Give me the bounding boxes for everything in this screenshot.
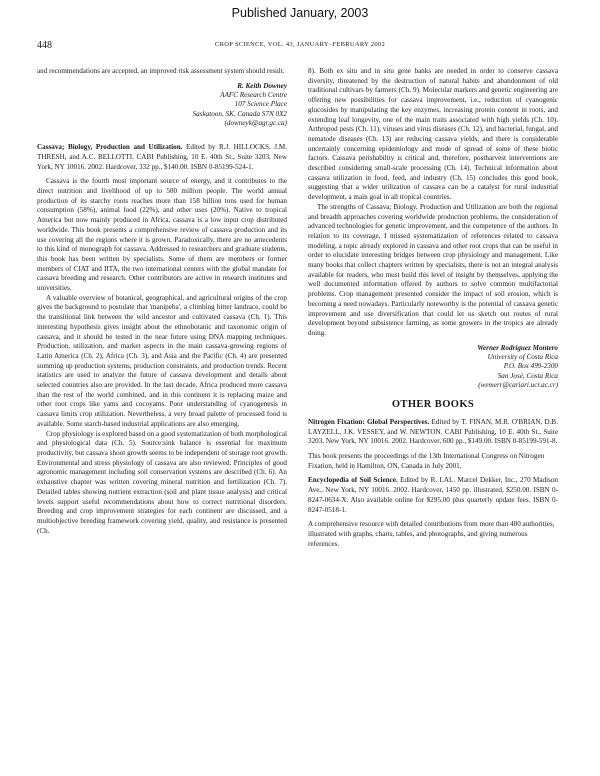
book-description: This book presents the proceedings of the 13th International Congress on Nitrogen Fixation, held in Hamilton, ON, Canada in July 2001. bbox=[308, 451, 545, 470]
other-books-heading: OTHER BOOKS bbox=[391, 399, 475, 411]
reviewer-affiliation: University of Costa Rica bbox=[487, 352, 558, 361]
reviewer-email: (downeyk@agr.gc.ca) bbox=[224, 118, 287, 127]
reviewer-address-box: P.O. Box 499-2300 bbox=[503, 362, 558, 371]
published-banner: Published January, 2003 bbox=[231, 6, 369, 20]
review-paragraph: Cassava is the fourth most important source of energy, and it contributes to the direct nutrition and livelihood of up to 500 million people. The world annual production of its starchy roots reaches more than 158 billion tons used for human consumption (58%), animal food (22%), and other uses (20%). Native to tropical America but now mainly produced in Africa, cassava is a low input crop distributed worldwide. This book presents a comprehensive review of cassava production and its use covering all the regions where it is grown. Paradoxically, there are no antecedents to this kind of monograph for cassava. Addressed to researchers and graduate students, this book has been written by specialists. Some of them are members or former members of CIAT and IITA, the two international centers with the global mandate for cassava breeding and research. Other contributors are active in research institutes and universities. bbox=[37, 177, 287, 293]
reviewer-name: Werner Rodríguez Montero bbox=[477, 343, 558, 352]
right-column bbox=[308, 67, 558, 549]
review-paragraph: Crop physiology is explored based on a good systematization of both morphological and physiological data (Ch. 5). Source:sink balance is essential for maximum productivity, but cassava shoot growth seems to be independent of storage root growth. Environmental and stress physiology of cassava are also reviewed. Principles of good agronomic management including soil conservation systems are described (Ch. 6). An exhaustive chapter was written covering mineral nutrition and fertilization (Ch. 7). Detailed tables showing nutrient extraction (soil and plant tissue analysis) and critical levels support useful recommendations about how to correct nutritional disorders. Breeding and crop improvement strategies for each continent are discussed, and a multiobjective breeding framework covering yield, quality, and resistance is presented (Ch. bbox=[37, 429, 287, 535]
left-column bbox=[37, 67, 287, 536]
reviewer-address-city: San José, Costa Rica bbox=[497, 371, 558, 380]
running-header bbox=[37, 40, 563, 54]
journal-title: CROP SCIENCE, VOL. 43, JANUARY–FEBRUARY 2002 bbox=[214, 41, 386, 48]
book-citation: Nitrogen Fixation: Global Perspectives. Edited by T. FINAN, M.R. O'BRIAN, D.B. LAYZELL, J.K. VESSEY, and W. NEWTON. CABI Publishing, 10 E. 40th St., Suite 3203, New York, NY 10016. 2002. Hardcover, 600 pp., $149.00. ISBN 0-85199-591-8. bbox=[308, 417, 558, 446]
review-paragraph: The strengths of Cassava; Biology, Production and Utilization are both the regional and breadth approaches covering worldwide production problems, the consideration of advanced technologies for genetic improvement, and the competence of the authors. In relation to its coverage, I missed systematization of references related to cassava modeling, a topic already explored in cassava and other root crops that can be useful in order to elucidate interesting bridges between crop physiology and management. Like many books that collect chapters written by specialists, there is not an integral analysis available for readers, who must build this level of insight by themselves, applying the well documented information offered by authors to solve common multifactorial problems. Crop management presented consider the impact of soil erosion, which is becoming a need nowadays. Particularly noteworthy is the potential of cassava genetic improvement and use diversification that could let us sketch out routes of rural development beyond subsistence farming, as some growers in the tropics are already doing. bbox=[308, 202, 558, 337]
review-paragraph: A valuable overview of botanical, geographical, and agricultural origins of the crop gives the background to postulate that 'manipeba', a climbing bitter landrace, could be the transitional link between the wild ancestor and cultivated cassava (Ch. 1). This interesting hypothesis gives insight about the ethnobotanic and taxonomic origin of cassava, and it should be tested in the near future using DNA mapping techniques. Production, utilization, and market aspects in the main cassava-growing regions of Latin America (Ch. 2), Africa (Ch. 3), and Asia and the Pacific (Ch. 4) are presented summing up production systems, production constraints, and production trends. Recent statistics are used to analyze the future of cassava development and details about selected countries also are provided. In the last decade, Africa produced more cassava than the rest of the world combined, and in this continent it is replacing maize and other root crops like yams and cocoyams. Poor understanding of cyanogenesis in cassava limits crop utilization. Nevertheless, a very broad palette of processed food is available. Some starch-based industrial applications are also emerging. bbox=[37, 293, 287, 428]
reviewer-signature-1 bbox=[37, 82, 287, 128]
reviewer-signature-2 bbox=[308, 344, 558, 390]
review-paragraph: 8). Both ex situ and in situ gene banks are needed in order to conserve cassava diversity, threatened by the destruction of natural habits and abandonment of old traditional cultivars by farmers (Ch. 9). Molecular markers and genetic engineering are offering new possibilities for cassava improvement, i.e., reduction of cyanogenic glucosides by manipulating the key enzymes, increasing protein content in roots, and extending leaf longevity, one of the main traits associated with high yields (Ch. 10). Arthropod pests (Ch. 11), viruses and virus diseases (Ch. 12), and bacterial, fungal, and nematode diseases (Ch. 13) are reducing cassava yields, and there is considerable uncertainly concerning epidemiology and mode of spread of some of these biotic factors. Cassava perishability is critical and, therefore, postharvest interventions are described considering small-scale processing (Ch. 14). Technical information about cassava utilization in food, feed, and industry (Ch. 15) concludes this good book, suggesting that a wider utilization of cassava can be a catalyst for rural industrial development, a main goal in all tropical countries. bbox=[308, 67, 558, 202]
book-title: Nitrogen Fixation: Global Perspectives. bbox=[308, 417, 430, 426]
reviewer-affiliation: AAFC Research Centre bbox=[220, 91, 287, 99]
reviewer-address-city: Saskatoon, SK, Canada S7N 0X2 bbox=[192, 109, 287, 118]
reviewer-name: R. Keith Downey bbox=[237, 81, 287, 90]
page-number: 448 bbox=[37, 40, 52, 51]
book-citation: Encyclopedia of Soil Science. Edited by R. LAL. Marcel Dekker, Inc., 270 Madison Ave., New York, NY 10016. 2002. Hardcover, 1450 pp. illustrated, $250.00. ISBN 0-8247-0634-X. Also available online for $295.00 plus quarterly update fees. ISBN 0-8247-0518-1. bbox=[308, 476, 558, 514]
book-description: A comprehensive resource with detailed contributions from more than 400 authorities, illustrated with graphs, charts, tables, and photographs, and giving numerous references. bbox=[308, 520, 555, 548]
intro-paragraph: and recommendations are accepted, an improved risk assessment system should result. bbox=[37, 67, 285, 75]
reviewer-address-street: 107 Science Place bbox=[234, 100, 287, 109]
review-book-citation: Cassava; Biology, Production and Utilization. Edited by R.J. HILLOCKS, J.M. THRESH, and A.C. BELLOTTI. CABI Publishing, 10 E. 40th St., Suite 3203, New York, NY 10016. 2002. Hardcover, 332 pp., $140.00. ISBN 0-85199-524-1. bbox=[37, 143, 287, 171]
review-book-title: Cassava; Biology, Production and Utilization. bbox=[37, 143, 183, 152]
reviewer-email: (wemerr@cariari.ucr.ac.cr) bbox=[478, 380, 558, 389]
book-title: Encyclopedia of Soil Science. bbox=[308, 476, 398, 485]
